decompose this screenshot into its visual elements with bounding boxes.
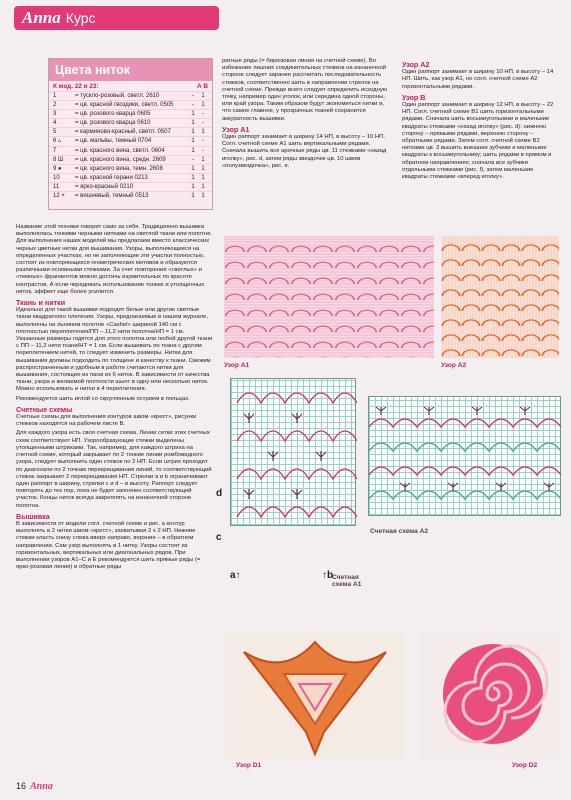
paragraph-pattern-a1: Один раппорт занимает в ширину 14 НП, в высоту – 10 НП. Согл. счетной схеме А1 шить вертикальными рядами. Сначала вышить все арочные ряды цв. 11 стежками «назад иголку», рис. d, затем ряды звездочек цв. 10 швом «полузвездочка», рис. e.	[222, 134, 387, 169]
legend-num: 12 ×	[53, 193, 65, 200]
paragraph-embroidery: В зависимости от модели согл. счетной схеме и рис. а контур выполнять в 2 нитки швом «крест», захватывая 2 х 2 НП. Нижние стежки класть снизу слева вверх направо, верхние – в обратном направлении. Сам узор выполнять в 1 нитку. Узоры состоят из горизонтальных, вертикальных или диагональных рядов. При выполнении узоров А1–С и Е рекомендуется шить прямые ряды (= ярко-розовая линия) и обратные ряды	[16, 520, 201, 571]
legend-b: -	[202, 120, 204, 127]
arrow-d-label: d	[216, 488, 223, 499]
legend-row	[49, 118, 212, 127]
legend-num: 11	[53, 183, 60, 190]
legend-row	[49, 146, 212, 155]
caption-pattern-a1: Узор А1	[224, 362, 250, 369]
legend-a: 1	[191, 120, 195, 127]
text-column-2	[222, 58, 390, 172]
legend-desc: = цв. розового кварца 0610	[75, 120, 151, 127]
legend-row	[49, 100, 212, 109]
legend-head-left: К мод. 22 и 23:	[53, 83, 99, 90]
counting-scheme-a1	[230, 378, 356, 526]
legend-b: 1	[201, 156, 205, 163]
legend-a: 1	[191, 193, 195, 200]
legend-num: 7	[53, 147, 57, 154]
magazine-header	[14, 6, 219, 30]
legend-desc: = цв. красного вина, светл. 0604	[75, 147, 165, 154]
arrow-b-label: ↑b	[322, 570, 334, 581]
heading-fabric: Ткань и нитки	[16, 298, 66, 308]
legend-row	[49, 173, 212, 182]
scheme-a2-drawing	[369, 397, 562, 517]
caption-scheme-a2: Счетная схема А2	[370, 528, 429, 535]
paragraph-pattern-b: Один раппорт занимает в ширину 12 НП, в высоту – 22 НП. Согл. счетной схеме В1 шить горизонтальными рядами. Сначала шить восьмиугольники и маленькие квадраты стежками «назад иголку» (рис. d): нижнюю сторону – прямыми рядами, верхнюю сторону – обратными рядами. Затем согл. счетной схеме В2 нитками цв. 3 вышить внешние зубчики и маленькие квадраты к восьмиугольнику; шить рядами в прямом и обратном направлениях; сначала все зубчики отдельными стежками (рис. f), затем маленькие квадраты стежками «вперед иголку».	[402, 102, 554, 181]
legend-desc: = цв. красной гвоздики, светл. 0505	[75, 102, 174, 109]
legend-a: -	[192, 93, 194, 99]
paragraph-fabric: Идеально для такой вышивки подходят белые или другие светлые ткани квадратного плетения. Узоры, предлагаемые в нашем журнале, выполнены на льняном полотне «Cashel» шириной 140 см с плотностью переплетения/ПП – 11,2 нити полотна/НП = 1 см. Указанные размеры годятся для этого полотна или любой другой ткани с ПП – 11,2 нити ткани/НТ = 1 см. Если вышивать по ткани с другим переплетением нитей, то следует изменить размеры. Нитки для вышивания должны подходить по толщине и качеству к ткани. Свежим распространенным и удобным в работе считаются нитки для вышивания, состоящие из пасм из 6 ниток. В зависимости от качества ткани, узора и желаемой плотности шьют в одну или несколько ниток. Можно использовать и нитки в 4 переплетения.	[16, 307, 213, 393]
legend-row	[49, 109, 212, 118]
photo-pattern-d1	[224, 632, 406, 760]
section-title: Курс	[65, 10, 96, 26]
legend-a: 1	[191, 138, 195, 145]
arrow-c-label: c	[216, 532, 222, 543]
legend-row	[49, 182, 212, 191]
caption-scheme-a1: Счетная схема А1	[332, 574, 362, 588]
arrow-a-label: a↑	[230, 570, 241, 581]
legend-b: 1	[201, 129, 205, 136]
heading-embroidery: Вышивка	[16, 511, 50, 521]
paragraph-continuation: ратные ряды (= бирюзовая линия на счетной схеме). Во избежание лишних соединительных стежков на изнаночной стороне следует заранее рассчитать последовательность стежков, соответственно шить в направлении стрелок на счетной схеме. Прежде всего следует определить исходную точку, например один уголок, или середина одной стороны, или край узора. Таким образом будут экономиться нитки и, что самое главное, у прозрачных тканей сохранится аккуратность вышивки.	[222, 58, 388, 122]
legend-num: 2	[53, 102, 57, 109]
paragraph-pattern-a2: Один раппорт занимает в ширину 10 НП, в высоту – 14 НП. Шить, как узор А1, но согл. счетной схеме А2 горизонтальными рядами.	[402, 69, 554, 90]
thread-color-legend	[48, 58, 213, 210]
legend-desc: = цв. мальвы, темный 0704	[75, 138, 152, 145]
text-column-3	[402, 58, 560, 183]
legend-num: 6 ▵	[53, 138, 62, 145]
legend-num: 1	[53, 93, 57, 99]
legend-row	[49, 155, 212, 164]
pattern-d1-drawing	[224, 632, 406, 760]
legend-desc: = карминово-красный, светл. 0507	[75, 129, 171, 136]
legend-a: 1	[191, 165, 195, 172]
legend-row	[49, 164, 212, 173]
legend-row	[49, 136, 212, 145]
legend-head-ab: А В	[196, 83, 208, 90]
heading-pattern-a2: Узор А2	[402, 60, 430, 69]
legend-desc: = вишневый, темный 0513	[75, 193, 149, 200]
photo-pattern-a2	[441, 236, 559, 358]
legend-num: 8 Ш	[53, 156, 64, 163]
legend-num: 4	[53, 120, 57, 127]
legend-num: 9 ●	[53, 165, 62, 172]
legend-a: -	[192, 102, 194, 109]
legend-desc: = цв. красного вина, средн. 2609	[75, 156, 166, 163]
legend-a: 1	[191, 129, 195, 136]
heading-schemes: Счетные схемы	[16, 404, 73, 414]
legend-a: 1	[191, 147, 195, 154]
text-column-1	[16, 224, 214, 573]
legend-b: 1	[201, 174, 205, 181]
legend-a: 1	[191, 111, 195, 118]
legend-b: 1	[201, 193, 205, 200]
page-footer	[16, 781, 53, 792]
heading-pattern-b: Узор В	[402, 92, 426, 102]
legend-b: -	[202, 147, 204, 154]
caption-pattern-d1: Узор D1	[236, 762, 262, 769]
heading-pattern-a1: Узор А1	[222, 124, 250, 134]
legend-desc: = тускло-розовый, светл. 2610	[75, 93, 160, 99]
legend-b: 1	[201, 183, 205, 190]
legend-desc: = цв. красной герани 0213	[75, 174, 148, 181]
pattern-d2-drawing	[421, 632, 561, 760]
counting-scheme-a2	[368, 396, 561, 516]
legend-row	[49, 91, 212, 100]
legend-a: 1	[191, 174, 195, 181]
legend-b: -	[202, 111, 204, 118]
legend-desc: = цв. розового кварца 0605	[75, 111, 151, 118]
legend-a: -	[192, 156, 194, 163]
legend-num: 5	[53, 129, 57, 136]
paragraph-schemes-1: Счетные схемы для выполнения контуров швом «крест», рисунки стежков находятся на рабочем листе В.	[16, 414, 197, 428]
legend-b: 1	[201, 165, 205, 172]
legend-b: -	[202, 138, 204, 145]
paragraph-schemes-2: Для каждого узора есть своя счетная схема. Линии сетки этих счетных схем соответствуют НП. Узорообразующие стежки выделены утолщенными штрихами. Так, например, для каждого штриха на счетной схеме, который закрывает по 2 тонкие линии ромбовидного узора, следует выполнить один стежок по 2 НП. Если штрих проходит по диагонали по 2 точкам перекрещивания линий, то соответствующий стежок закрывает 2 перекрещивания НП. Стрелки a и b ограничивают один раппорт в ширину, стрелки c и d – в высоту. Раппорт следует повторять до тех пор, пока не будет заполнен соответствующий участок. Концы ниток всегда закреплять на изнаночной стороне полотна.	[16, 430, 212, 509]
legend-num: 10	[53, 174, 60, 181]
legend-row	[49, 191, 212, 200]
intro-paragraph: Название этой техники говорит само за себя. Традиционно вышивка выполнялась тонкими черными нитками на светлой ткани или полотне. Для выполнения наших моделей мы предлагаем вместо классических черных цветные нитки для вышивания. Узоры, выполняющиеся на определенных участках, но не заполняющие эти участки полностью, состоят из повторяющихся геометрических мотивов и образуются различными основными стежками. За счет повторения «светлых» и «темных» фрагментов можно достичь изумительных по красоте контрастов. А если чередовать использование тонких и утолщенных ниток, эффект еще более усилится.	[16, 224, 213, 295]
caption-pattern-a2: Узор А2	[441, 362, 467, 369]
footer-brand: Anna	[30, 781, 53, 792]
brand-logo: Anna	[22, 8, 61, 27]
scheme-a1-drawing	[231, 379, 357, 527]
legend-a: 1	[191, 183, 195, 190]
photo-pattern-a1	[224, 236, 434, 358]
photo-pattern-d2	[421, 632, 561, 760]
legend-title: Цвета ниток	[49, 59, 212, 81]
legend-num: 3	[53, 111, 57, 118]
paragraph-needle: Рекомендуется шить иглой со скругленным острием в пяльцах.	[16, 395, 190, 402]
legend-b: 1	[201, 93, 205, 99]
legend-b: 1	[201, 102, 205, 109]
legend-desc: = цв. красного вина, темн. 2608	[75, 165, 163, 172]
caption-pattern-d2: Узор D2	[512, 762, 538, 769]
legend-head	[49, 81, 212, 91]
page-number: 16	[16, 781, 27, 791]
legend-desc: = ярко-красный 0210	[75, 183, 134, 190]
legend-row	[49, 127, 212, 136]
